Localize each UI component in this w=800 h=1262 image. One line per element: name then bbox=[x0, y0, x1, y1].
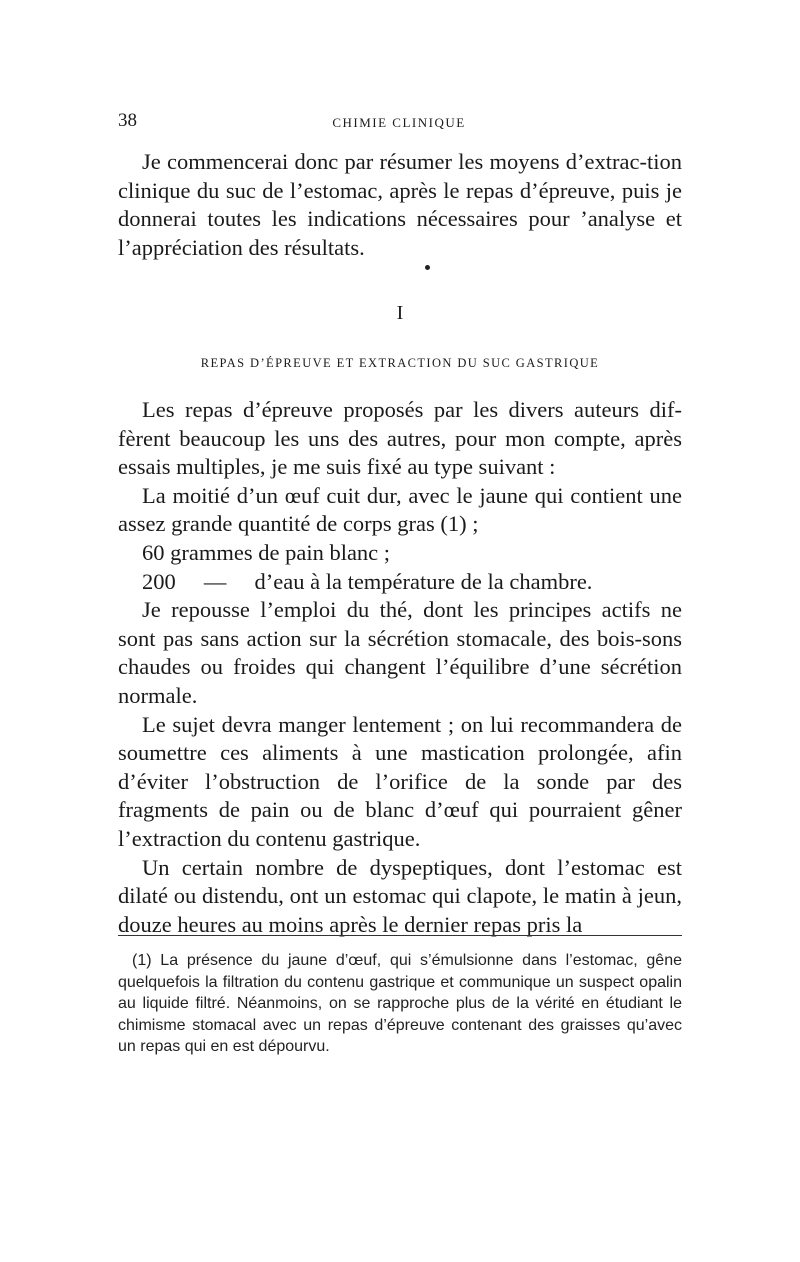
section-title: REPAS D’ÉPREUVE ET EXTRACTION DU SUC GASTRIQUE bbox=[200, 356, 600, 370]
intro-text bbox=[118, 148, 682, 262]
section-paragraph: 200 — d’eau à la température de la chambre. bbox=[142, 568, 593, 594]
running-head: CHIMIE CLINIQUE bbox=[332, 115, 466, 130]
section-paragraph: 60 grammes de pain blanc ; bbox=[142, 539, 391, 565]
section-paragraph: La moitié d’un œuf cuit dur, avec le jaune qui contient une assez grande quantité de corps gras (1) ; bbox=[118, 482, 682, 537]
section-paragraph: Le sujet devra manger lentement ; on lui recommandera de soumettre ces aliments à une mastication prolongée, afin d’éviter l’obstruction de l’orifice de la sonde par des fragments de pain ou de blanc d’œuf qui pourraient gêner l’extraction du contenu gastrique. bbox=[118, 711, 682, 851]
page-number: 38 bbox=[118, 110, 137, 131]
section-paragraph: Je repousse l’emploi du thé, dont les principes actifs ne sont pas sans action sur la sécrétion stomacale, des bois-sons chaudes ou froides qui changent l’équilibre d’une sécrétion normale. bbox=[118, 597, 682, 708]
page-header bbox=[118, 110, 680, 140]
print-dot-mark bbox=[425, 265, 430, 270]
section-paragraph: Un certain nombre de dyspeptiques, dont l’estomac est dilaté ou distendu, ont un estomac qui clapote, le matin à jeun, douze heures au moins après le dernier repas pris la bbox=[118, 854, 682, 937]
section-paragraph: Les repas d’épreuve proposés par les divers auteurs dif-fèrent beaucoup les uns des autres, pour mon compte, après essais multiples, je me suis fixé au type suivant : bbox=[118, 397, 682, 480]
intro-paragraph: Je commencerai donc par résumer les moyens d’extrac-tion clinique du suc de l’estomac, après le repas d’épreuve, puis je donnerai toutes les indications nécessaires pour ’analyse et l’appréciation des résultats. bbox=[118, 149, 682, 260]
section-numeral: I bbox=[396, 302, 404, 324]
section-body bbox=[118, 396, 682, 939]
footnote-text: (1) La présence du jaune d’œuf, qui s’émulsionne dans l’estomac, gêne quelquefois la filtration du contenu gastrique et communique un suspect opalin au liquide filtré. Néanmoins, on se rapproche plus de la vérité en étudiant le chimisme stomacal avec un repas d’épreuve contenant des graisses qu’avec un repas qui en est dépourvu. bbox=[118, 952, 682, 1056]
footnote bbox=[118, 950, 682, 1058]
footnote-divider bbox=[118, 935, 682, 936]
